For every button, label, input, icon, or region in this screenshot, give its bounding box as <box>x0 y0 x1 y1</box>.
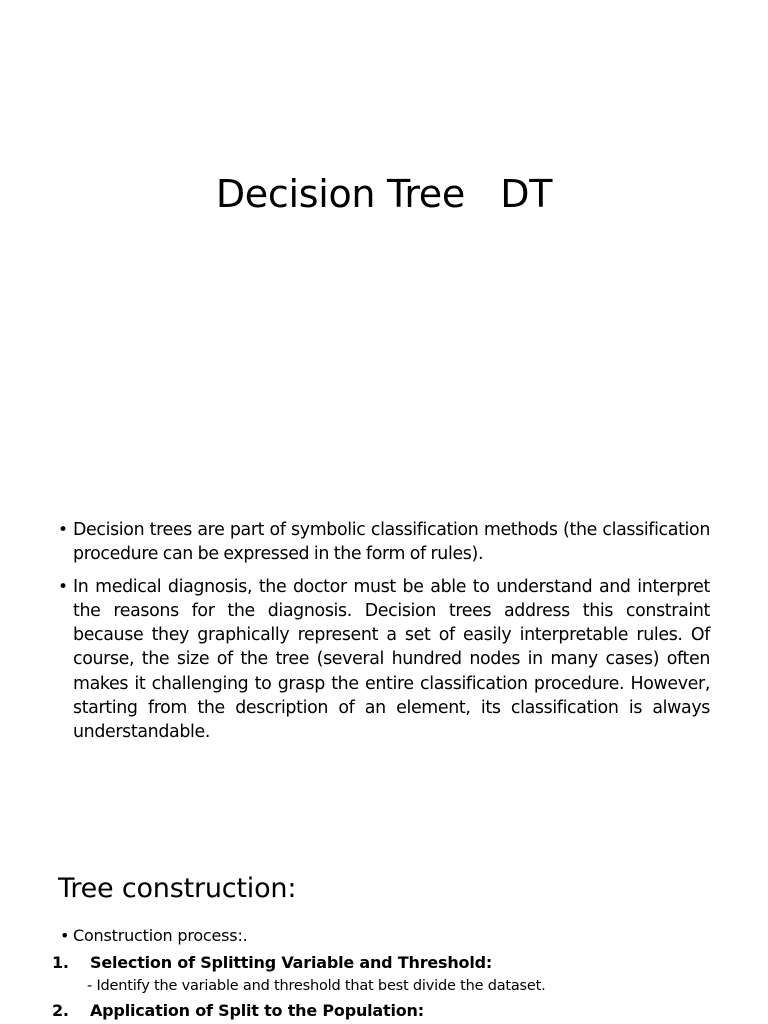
bullet-text: Decision trees are part of symbolic classification methods (the classification procedure can be expressed in the form of rules). <box>73 520 710 565</box>
bullet-item <box>58 518 710 567</box>
construction-process-item <box>60 925 248 947</box>
bullet-item <box>58 575 710 745</box>
step-number: 1. <box>52 953 69 972</box>
step-title: Selection of Splitting Variable and Threshold: <box>90 953 493 972</box>
bullet-icon: • <box>60 926 70 945</box>
step-title: Application of Split to the Population: <box>90 1001 424 1020</box>
bullet-list <box>58 518 710 753</box>
step-1-description: - Identify the variable and threshold that best divide the dataset. <box>87 978 546 994</box>
step-number: 2. <box>52 1001 69 1020</box>
section-heading: Tree construction: <box>58 873 297 904</box>
step-1 <box>52 952 492 974</box>
step-2 <box>52 1000 424 1022</box>
bullet-text: In medical diagnosis, the doctor must be able to understand and interpret the reasons for the diagnosis. Decision trees address this constraint because they graphically represent a set of easily interpretable rules. Of course, the size of the tree (several hundred nodes in many cases) often makes it challenging to grasp the entire classification procedure. However, starting from the description of an element, its classification is always understandable. <box>73 576 710 743</box>
bullet-icon: • <box>58 576 69 597</box>
construction-process-text: Construction process:. <box>73 926 248 945</box>
bullet-icon: • <box>58 520 69 540</box>
slide-title: Decision Tree DT <box>215 172 553 216</box>
